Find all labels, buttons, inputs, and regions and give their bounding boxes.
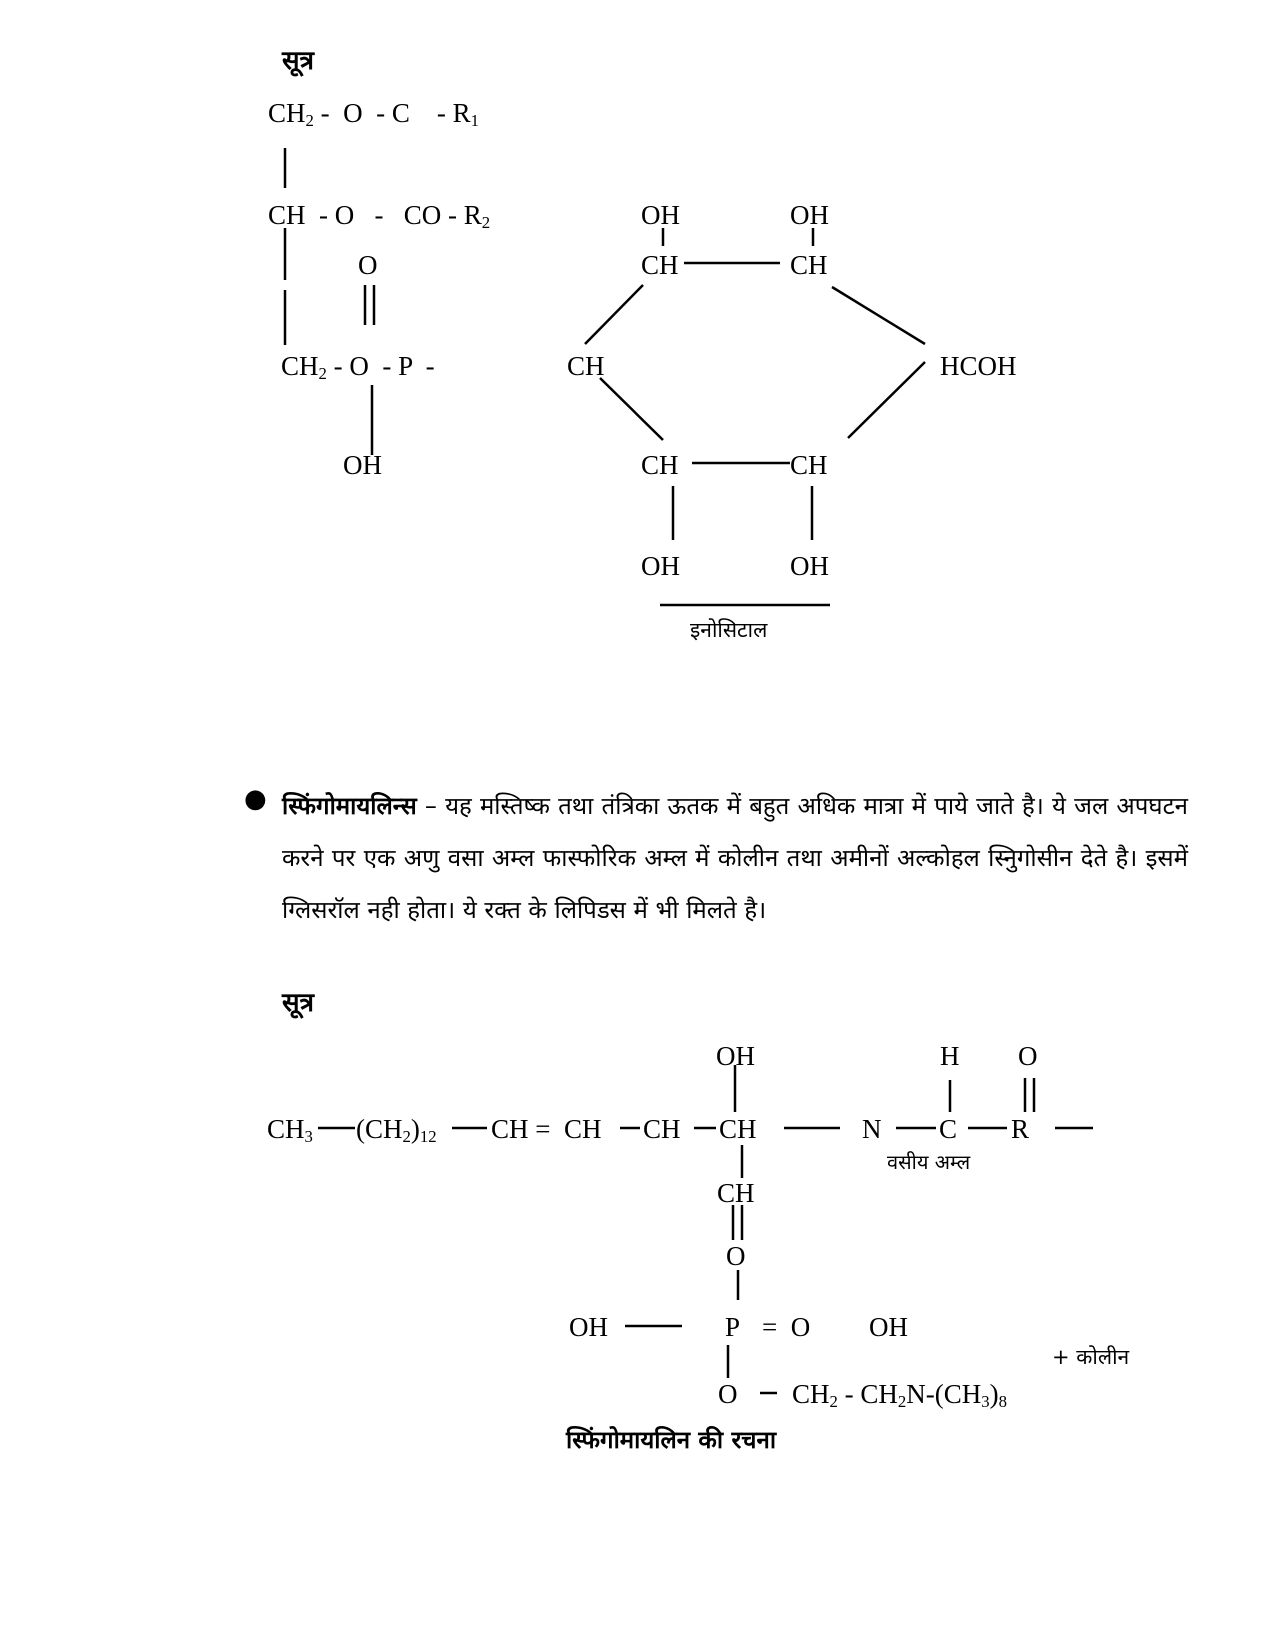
- amide-hydrogen: H: [940, 1041, 960, 1071]
- section-heading-sutra-1: सूत्र: [282, 46, 314, 76]
- inositol-caption: इनोसिटाल: [690, 618, 768, 642]
- bond: [585, 285, 643, 344]
- bond: [848, 362, 925, 438]
- inositol-oh-top-left: OH: [641, 200, 680, 230]
- amide-nitrogen: N: [862, 1114, 882, 1144]
- sphingomyelin-description: – यह मस्तिष्क तथा तंत्रिका ऊतक में बहुत अधिक मात्रा में पाये जाते है। ये जल अपघटन करने पर एक अणु वसा अम्ल फास्फोरिक अम्ल में कोलीन तथा अमीनों अल्कोहल स्निुगोसीन देते है। इसमें ग्लिसरॉल नही होता। ये रक्त के लिपिडस में भी मिलते है।: [282, 792, 1188, 924]
- sphingomyelin-caption: स्फिंगोमायलिन की रचना: [566, 1426, 777, 1454]
- glycerol-row-2: CH - O - CO - $R_2$: [268, 200, 491, 233]
- choline-tail: $CH_2 - CH_2N-(CH_3)_8$: [792, 1379, 1008, 1412]
- bond: [832, 287, 925, 344]
- glycerol-row-1: $CH_2$ - O - C - $R_1$: [268, 98, 480, 131]
- choline-label: + कोलीन: [1052, 1345, 1130, 1369]
- r-group: R: [1011, 1114, 1030, 1144]
- lower-ch: CH: [717, 1178, 755, 1208]
- sphingomyelin-paragraph: [282, 780, 1188, 936]
- inositol-ch-left: CH: [567, 351, 605, 381]
- carbonyl-oxygen-2: O: [1018, 1041, 1038, 1071]
- phosphate-oh-left: OH: [569, 1312, 608, 1342]
- linking-oxygen: O: [726, 1241, 746, 1271]
- ch2-chain: $(CH_2)_{12}$: [356, 1114, 437, 1147]
- inositol-ch-top-right: CH: [790, 250, 828, 280]
- inositol-ch-bottom-left: CH: [641, 450, 679, 480]
- backbone-ch-a: CH: [643, 1114, 681, 1144]
- glycerol-row-3: $CH_2$ - O - P -: [281, 351, 435, 384]
- bullet-icon: ●: [244, 784, 267, 814]
- inositol-ch-top-left: CH: [641, 250, 679, 280]
- phosphate-double-o: = O: [762, 1312, 811, 1342]
- inositol-ch-bottom-right: CH: [790, 450, 828, 480]
- carbonyl-oxygen: O: [358, 250, 378, 280]
- bottom-oxygen: O: [718, 1379, 738, 1409]
- bond: [600, 378, 663, 440]
- phosphorus: P: [725, 1312, 741, 1342]
- inositol-oh-bottom-right: OH: [790, 551, 829, 581]
- inositol-oh-top-right: OH: [790, 200, 829, 230]
- backbone-ch-b: CH: [719, 1114, 757, 1144]
- fatty-acid-label: वसीय अम्ल: [887, 1150, 971, 1174]
- phosphate-oh: OH: [343, 450, 382, 480]
- inositol-hcoh-right: HCOH: [940, 351, 1017, 381]
- backbone-double-bond: CH = CH: [491, 1114, 602, 1144]
- ch3-group: $CH_3$: [267, 1114, 313, 1147]
- section-heading-sutra-2: सूत्र: [282, 988, 314, 1018]
- amide-carbon: C: [939, 1114, 958, 1144]
- phosphate-oh-right: OH: [869, 1312, 908, 1342]
- inositol-oh-bottom-left: OH: [641, 551, 680, 581]
- sphingomyelin-term: स्फिंगोमायलिन्स: [282, 792, 417, 820]
- hydroxyl-top: OH: [716, 1041, 755, 1071]
